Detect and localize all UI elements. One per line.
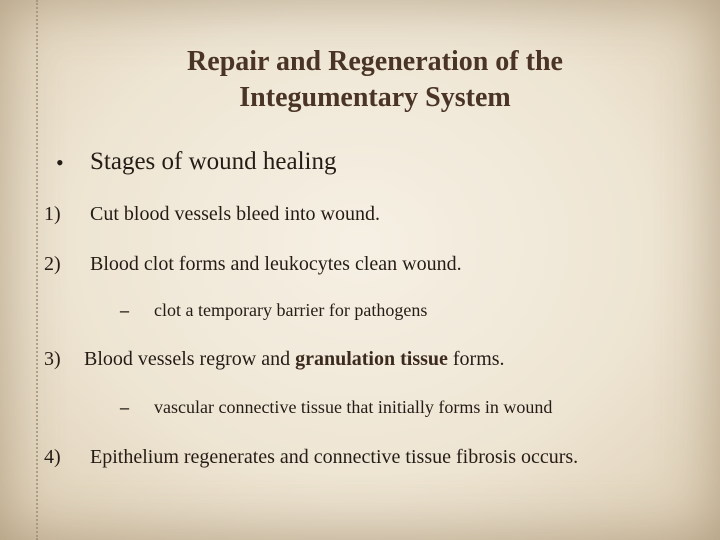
title-line-1: Repair and Regeneration of the <box>187 46 563 77</box>
list-number: 3) <box>44 348 61 370</box>
bullet-text: Stages of wound healing <box>90 148 337 175</box>
list-item-text-end: forms. <box>447 348 505 370</box>
sub-item-text: vascular connective tissue that initially forms in wound <box>154 397 553 417</box>
granulation-tissue-term: granulation tissue <box>295 348 448 370</box>
list-item-text: Blood clot forms and leukocytes clean wound. <box>90 253 462 275</box>
title-line-2: Integumentary System <box>239 82 511 113</box>
dash-icon: – <box>120 397 129 417</box>
list-item-text: Epithelium regenerates and connective tissue fibrosis occurs. <box>90 446 579 468</box>
list-number: 1) <box>44 203 61 225</box>
list-item-text: Cut blood vessels bleed into wound. <box>90 203 380 225</box>
list-number: 2) <box>44 253 61 275</box>
bullet-icon: • <box>56 150 64 175</box>
dash-icon: – <box>120 300 129 320</box>
list-number: 4) <box>44 446 61 468</box>
list-item-text-start: Blood vessels regrow and <box>84 348 296 370</box>
slide-title <box>0 44 720 116</box>
sub-item-text: clot a temporary barrier for pathogens <box>154 300 428 320</box>
list-item-text <box>84 348 505 371</box>
